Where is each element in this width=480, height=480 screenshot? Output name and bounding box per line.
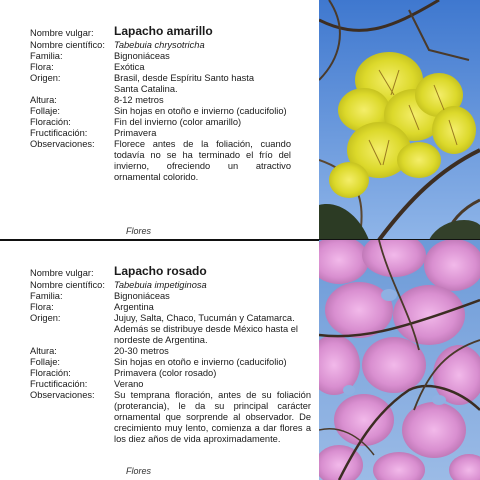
value-fructificacion: Verano: [114, 379, 144, 389]
species-info: [0, 0, 319, 240]
label-altura: Altura:: [30, 346, 57, 356]
species-name: Lapacho rosado: [114, 264, 207, 278]
label-observaciones: Observaciones:: [30, 139, 95, 149]
label-altura: Altura:: [30, 95, 57, 105]
label-origen: Origen:: [30, 313, 61, 323]
yellow-flowers-image: [319, 0, 480, 240]
photo-caption: Flores: [125, 226, 151, 236]
scientific-name: Tabebuia impetiginosa: [114, 280, 207, 290]
row-floracion: [30, 368, 315, 379]
row-origen: [30, 73, 315, 95]
species-info: [0, 240, 319, 480]
value-floracion: Fin del invierno (color amarillo): [114, 117, 242, 127]
row-observaciones: [30, 390, 315, 445]
species-card-lapacho-rosado: [0, 240, 480, 480]
label-cientifico: Nombre científico:: [30, 280, 105, 290]
species-name: Lapacho amarillo: [114, 24, 213, 38]
value-follaje: Sin hojas en otoño e invierno (caducifolio): [114, 106, 287, 116]
label-flora: Flora:: [30, 62, 54, 72]
row-cientifico: [30, 40, 315, 51]
label-floracion: Floración:: [30, 368, 71, 378]
row-observaciones: [30, 139, 315, 183]
row-familia: [30, 291, 315, 302]
value-familia: Bignoniáceas: [114, 291, 170, 301]
row-fructificacion: [30, 379, 315, 390]
label-familia: Familia:: [30, 51, 63, 61]
label-fructificacion: Fructificación:: [30, 379, 88, 389]
pink-flowers-image: [319, 240, 480, 480]
label-observaciones: Observaciones:: [30, 390, 95, 400]
flower-photo-pink: [319, 240, 480, 480]
value-observaciones: Su temprana floración, antes de su foliación (proterancia), le da su principal carácter ornamental que sorprende al observador. De crecimiento muy lento, comienza a dar flores a los diez años de vida aproximadamente.: [114, 390, 311, 444]
value-flora: Exótica: [114, 62, 145, 72]
value-observaciones: Florece antes de la foliación, cuando todavía no se ha terminado el frío del invierno, ofreciendo un atractivo ornamental colorido.: [114, 139, 291, 182]
value-altura: 8-12 metros: [114, 95, 164, 105]
row-altura: [30, 346, 315, 357]
label-vulgar: Nombre vulgar:: [30, 268, 94, 278]
flower-photo-yellow: [319, 0, 480, 240]
label-floracion: Floración:: [30, 117, 71, 127]
label-origen: Origen:: [30, 73, 61, 83]
value-familia: Bignoniáceas: [114, 51, 170, 61]
row-flora: [30, 302, 315, 313]
label-flora: Flora:: [30, 302, 54, 312]
label-familia: Familia:: [30, 291, 63, 301]
value-floracion: Primavera (color rosado): [114, 368, 217, 378]
row-fructificacion: [30, 128, 315, 139]
row-vulgar: [30, 24, 315, 39]
row-familia: [30, 51, 315, 62]
scientific-name: Tabebuia chrysotricha: [114, 40, 205, 50]
value-altura: 20-30 metros: [114, 346, 169, 356]
row-floracion: [30, 117, 315, 128]
row-follaje: [30, 357, 315, 368]
value-fructificacion: Primavera: [114, 128, 157, 138]
label-follaje: Follaje:: [30, 357, 60, 367]
value-origen: Jujuy, Salta, Chaco, Tucumán y Catamarca. Además se distribuye desde México hasta el nordeste de Argentina.: [114, 313, 298, 345]
label-vulgar: Nombre vulgar:: [30, 28, 94, 38]
row-origen: [30, 313, 315, 346]
value-flora: Argentina: [114, 302, 154, 312]
row-altura: [30, 95, 315, 106]
label-follaje: Follaje:: [30, 106, 60, 116]
label-cientifico: Nombre científico:: [30, 40, 105, 50]
photo-caption: Flores: [125, 466, 151, 476]
row-cientifico: [30, 280, 315, 291]
label-fructificacion: Fructificación:: [30, 128, 88, 138]
value-origen: Brasil, desde Espíritu Santo hasta Santa Catalina.: [114, 73, 255, 94]
value-follaje: Sin hojas en otoño e invierno (caducifolio): [114, 357, 287, 367]
row-follaje: [30, 106, 315, 117]
row-flora: [30, 62, 315, 73]
row-vulgar: [30, 264, 315, 279]
